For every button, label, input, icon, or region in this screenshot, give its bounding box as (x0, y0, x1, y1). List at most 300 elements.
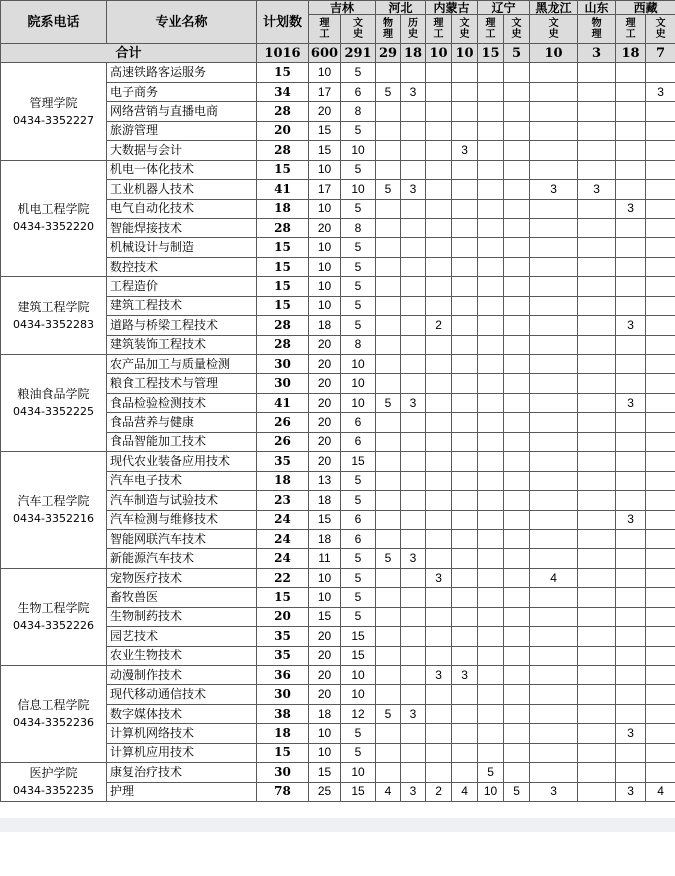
quota-cell: 20 (309, 102, 341, 121)
major-name: 食品检验检测技术 (107, 393, 257, 412)
quota-cell (376, 277, 401, 296)
college-name: 医护学院 (29, 766, 78, 781)
quota-cell (401, 627, 426, 646)
major-name: 机电一体化技术 (107, 160, 257, 179)
quota-cell: 20 (309, 432, 341, 451)
quota-cell (616, 277, 646, 296)
quota-cell (478, 199, 504, 218)
quota-cell (578, 121, 616, 140)
quota-cell (578, 199, 616, 218)
major-name: 农产品加工与质量检测 (107, 355, 257, 374)
quota-cell (504, 121, 530, 140)
quota-cell (478, 724, 504, 743)
quota-cell (530, 316, 578, 335)
quota-cell (478, 296, 504, 315)
quota-cell (616, 102, 646, 121)
quota-cell (530, 491, 578, 510)
quota-cell (578, 82, 616, 101)
quota-cell (452, 588, 478, 607)
major-name: 园艺技术 (107, 627, 257, 646)
quota-cell: 15 (341, 646, 376, 665)
quota-cell: 5 (341, 316, 376, 335)
quota-cell (530, 413, 578, 432)
quota-cell: 15 (341, 782, 376, 801)
quota-cell: 10 (341, 355, 376, 374)
header-subject-char: 文 (655, 18, 666, 29)
plan-count: 15 (257, 257, 309, 276)
quota-cell (530, 724, 578, 743)
major-name: 网络营销与直播电商 (107, 102, 257, 121)
plan-count: 34 (257, 82, 309, 101)
quota-cell (578, 218, 616, 237)
quota-cell (478, 257, 504, 276)
quota-cell (478, 549, 504, 568)
quota-cell (426, 238, 452, 257)
quota-cell (504, 180, 530, 199)
quota-cell (578, 549, 616, 568)
quota-cell (578, 316, 616, 335)
quota-cell (646, 238, 675, 257)
quota-cell: 5 (341, 471, 376, 490)
quota-cell (578, 782, 616, 801)
quota-cell (530, 452, 578, 471)
quota-cell (478, 141, 504, 160)
quota-cell (646, 393, 675, 412)
total-value: 5 (504, 44, 530, 63)
quota-cell (616, 238, 646, 257)
major-name: 大数据与会计 (107, 141, 257, 160)
quota-cell (504, 763, 530, 782)
quota-cell: 10 (309, 199, 341, 218)
plan-count: 78 (257, 782, 309, 801)
major-name: 宠物医疗技术 (107, 568, 257, 587)
quota-cell (452, 471, 478, 490)
total-label: 合计 (1, 44, 257, 63)
quota-cell (504, 432, 530, 451)
quota-cell: 3 (616, 724, 646, 743)
quota-cell: 10 (341, 666, 376, 685)
quota-cell (578, 257, 616, 276)
quota-cell (646, 141, 675, 160)
quota-cell: 20 (309, 452, 341, 471)
header-province: 山东 (578, 1, 616, 15)
quota-cell: 3 (530, 180, 578, 199)
major-name: 计算机网络技术 (107, 724, 257, 743)
quota-cell (646, 646, 675, 665)
quota-cell (452, 335, 478, 354)
quota-cell (478, 646, 504, 665)
quota-cell (616, 704, 646, 723)
quota-cell (426, 218, 452, 237)
quota-cell (478, 666, 504, 685)
quota-cell (376, 238, 401, 257)
quota-cell: 6 (341, 82, 376, 101)
quota-cell (478, 63, 504, 82)
quota-cell (616, 471, 646, 490)
quota-cell (578, 491, 616, 510)
quota-cell (452, 316, 478, 335)
header-subject-char: 史 (353, 29, 363, 40)
quota-cell: 5 (341, 568, 376, 587)
quota-cell (452, 491, 478, 510)
quota-cell (530, 355, 578, 374)
quota-cell: 3 (616, 393, 646, 412)
quota-cell: 20 (309, 335, 341, 354)
quota-cell (646, 355, 675, 374)
quota-cell (376, 666, 401, 685)
quota-cell (452, 277, 478, 296)
header-row-provinces (1, 1, 675, 15)
quota-cell: 10 (341, 141, 376, 160)
quota-cell (616, 296, 646, 315)
quota-cell (376, 257, 401, 276)
quota-cell (401, 218, 426, 237)
plan-count: 18 (257, 199, 309, 218)
quota-cell: 6 (341, 432, 376, 451)
quota-cell (452, 529, 478, 548)
quota-cell (376, 724, 401, 743)
quota-cell (478, 413, 504, 432)
quota-cell (478, 218, 504, 237)
plan-count: 35 (257, 452, 309, 471)
quota-cell (401, 277, 426, 296)
quota-cell: 5 (341, 160, 376, 179)
quota-cell (530, 277, 578, 296)
quota-cell (578, 471, 616, 490)
total-value: 18 (616, 44, 646, 63)
quota-cell (578, 277, 616, 296)
quota-cell (616, 355, 646, 374)
quota-cell (530, 82, 578, 101)
quota-cell: 15 (309, 510, 341, 529)
quota-cell (426, 199, 452, 218)
plan-count: 24 (257, 549, 309, 568)
quota-cell (646, 277, 675, 296)
quota-cell (646, 102, 675, 121)
quota-cell (578, 666, 616, 685)
quota-cell (530, 393, 578, 412)
quota-cell (646, 510, 675, 529)
college-phone: 0434-3352227 (13, 113, 94, 127)
quota-cell (452, 646, 478, 665)
quota-cell: 10 (341, 180, 376, 199)
quota-cell (530, 141, 578, 160)
plan-count: 15 (257, 743, 309, 762)
quota-cell (530, 510, 578, 529)
total-value: 10 (530, 44, 578, 63)
quota-cell: 4 (530, 568, 578, 587)
header-subject-char: 史 (655, 29, 666, 40)
quota-cell: 15 (309, 141, 341, 160)
plan-count: 30 (257, 374, 309, 393)
quota-cell: 5 (341, 549, 376, 568)
quota-cell (452, 413, 478, 432)
quota-cell: 20 (309, 666, 341, 685)
quota-cell (646, 704, 675, 723)
quota-cell: 20 (309, 218, 341, 237)
header-province: 西藏 (616, 1, 675, 15)
quota-cell (478, 743, 504, 762)
quota-cell: 18 (309, 316, 341, 335)
quota-cell: 10 (309, 568, 341, 587)
quota-cell (646, 588, 675, 607)
quota-cell (616, 491, 646, 510)
quota-cell (478, 355, 504, 374)
quota-cell (478, 452, 504, 471)
quota-cell (376, 568, 401, 587)
major-name: 新能源汽车技术 (107, 549, 257, 568)
header-province: 辽宁 (478, 1, 530, 15)
quota-cell: 20 (309, 685, 341, 704)
quota-cell (646, 63, 675, 82)
quota-cell (616, 588, 646, 607)
quota-cell: 15 (309, 763, 341, 782)
quota-cell (616, 160, 646, 179)
plan-count: 26 (257, 432, 309, 451)
quota-cell (616, 413, 646, 432)
quota-cell: 5 (341, 199, 376, 218)
quota-cell (376, 413, 401, 432)
quota-cell (616, 432, 646, 451)
quota-cell: 3 (530, 782, 578, 801)
total-value: 18 (401, 44, 426, 63)
quota-cell (452, 82, 478, 101)
quota-cell (646, 199, 675, 218)
plan-count: 28 (257, 102, 309, 121)
quota-cell: 3 (616, 316, 646, 335)
quota-cell (376, 296, 401, 315)
quota-cell (578, 335, 616, 354)
plan-count: 18 (257, 471, 309, 490)
quota-cell (646, 529, 675, 548)
major-name: 道路与桥梁工程技术 (107, 316, 257, 335)
quota-cell (426, 335, 452, 354)
quota-cell: 10 (309, 588, 341, 607)
quota-cell (646, 121, 675, 140)
quota-cell (426, 588, 452, 607)
plan-count: 41 (257, 393, 309, 412)
quota-cell (426, 491, 452, 510)
college-phone: 0434-3352220 (13, 220, 94, 234)
quota-cell (376, 627, 401, 646)
quota-cell (478, 277, 504, 296)
quota-cell (530, 257, 578, 276)
quota-cell: 25 (309, 782, 341, 801)
quota-cell: 13 (309, 471, 341, 490)
quota-cell (646, 413, 675, 432)
quota-cell (426, 452, 452, 471)
quota-cell: 20 (309, 374, 341, 393)
quota-cell: 2 (426, 316, 452, 335)
quota-cell (530, 588, 578, 607)
quota-cell (452, 218, 478, 237)
quota-cell (401, 568, 426, 587)
major-name: 动漫制作技术 (107, 666, 257, 685)
header-major: 专业名称 (107, 1, 257, 44)
quota-cell (646, 607, 675, 626)
plan-count: 15 (257, 296, 309, 315)
header-subject-char: 史 (511, 29, 522, 40)
quota-cell (504, 549, 530, 568)
quota-cell (504, 588, 530, 607)
major-name: 工程造价 (107, 277, 257, 296)
header-subject (401, 15, 426, 44)
quota-cell (616, 257, 646, 276)
quota-cell (452, 199, 478, 218)
quota-cell: 5 (376, 704, 401, 723)
quota-cell (646, 218, 675, 237)
quota-cell (646, 549, 675, 568)
quota-cell (616, 646, 646, 665)
total-value: 7 (646, 44, 675, 63)
plan-count: 15 (257, 160, 309, 179)
header-subject-char: 理 (591, 29, 602, 40)
quota-cell (646, 374, 675, 393)
quota-cell (646, 335, 675, 354)
plan-count: 22 (257, 568, 309, 587)
major-name: 数字媒体技术 (107, 704, 257, 723)
major-name: 汽车电子技术 (107, 471, 257, 490)
quota-cell (452, 568, 478, 587)
quota-cell: 3 (578, 180, 616, 199)
quota-cell (376, 316, 401, 335)
quota-cell (376, 374, 401, 393)
quota-cell (504, 296, 530, 315)
quota-cell (426, 102, 452, 121)
quota-cell (504, 257, 530, 276)
quota-cell (578, 63, 616, 82)
quota-cell (401, 160, 426, 179)
quota-cell (504, 666, 530, 685)
quota-cell (478, 529, 504, 548)
header-province: 吉林 (309, 1, 376, 15)
plan-count: 28 (257, 316, 309, 335)
major-name: 智能焊接技术 (107, 218, 257, 237)
quota-cell (616, 374, 646, 393)
major-name: 数控技术 (107, 257, 257, 276)
quota-cell: 3 (401, 549, 426, 568)
plan-count: 38 (257, 704, 309, 723)
quota-cell (478, 471, 504, 490)
header-subject-char: 工 (319, 29, 330, 40)
quota-cell (452, 549, 478, 568)
quota-cell (578, 374, 616, 393)
quota-cell (426, 82, 452, 101)
table-body (1, 44, 675, 802)
quota-cell (426, 296, 452, 315)
quota-cell (426, 646, 452, 665)
quota-cell (578, 763, 616, 782)
major-name: 康复治疗技术 (107, 763, 257, 782)
quota-cell (478, 238, 504, 257)
quota-cell: 8 (341, 218, 376, 237)
quota-cell: 3 (401, 393, 426, 412)
quota-cell: 20 (309, 646, 341, 665)
quota-cell (452, 63, 478, 82)
quota-cell: 3 (401, 782, 426, 801)
quota-cell (530, 296, 578, 315)
quota-cell (426, 432, 452, 451)
header-subject-char: 工 (485, 29, 496, 40)
quota-cell (504, 63, 530, 82)
quota-cell (426, 257, 452, 276)
quota-cell (504, 355, 530, 374)
quota-cell (452, 743, 478, 762)
quota-cell (646, 257, 675, 276)
header-subject (426, 15, 452, 44)
college-phone: 0434-3352235 (13, 784, 94, 798)
quota-cell (426, 763, 452, 782)
college-phone: 0434-3352236 (13, 716, 94, 730)
quota-cell (426, 374, 452, 393)
quota-cell (452, 393, 478, 412)
quota-cell (504, 452, 530, 471)
total-value: 1016 (257, 44, 309, 63)
quota-cell (401, 491, 426, 510)
quota-cell (504, 685, 530, 704)
quota-cell: 3 (401, 82, 426, 101)
college-phone: 0434-3352225 (13, 405, 94, 419)
quota-cell (376, 588, 401, 607)
quota-cell (478, 316, 504, 335)
quota-cell (578, 296, 616, 315)
quota-cell (376, 471, 401, 490)
quota-cell (530, 763, 578, 782)
quota-cell: 3 (616, 510, 646, 529)
header-subject-char: 文 (511, 18, 522, 29)
quota-cell (646, 432, 675, 451)
quota-cell: 5 (341, 724, 376, 743)
quota-cell: 20 (309, 393, 341, 412)
quota-cell: 3 (426, 568, 452, 587)
quota-cell (504, 374, 530, 393)
major-name: 汽车检测与维修技术 (107, 510, 257, 529)
major-name: 粮食工程技术与管理 (107, 374, 257, 393)
college-name: 机电工程学院 (17, 202, 90, 217)
plan-count: 41 (257, 180, 309, 199)
quota-cell (530, 704, 578, 723)
quota-cell (646, 452, 675, 471)
quota-cell (530, 238, 578, 257)
total-value: 600 (309, 44, 341, 63)
major-name: 建筑工程技术 (107, 296, 257, 315)
quota-cell (376, 743, 401, 762)
quota-cell (578, 452, 616, 471)
major-name: 计算机应用技术 (107, 743, 257, 762)
quota-cell (616, 529, 646, 548)
quota-cell (530, 102, 578, 121)
quota-cell (478, 568, 504, 587)
quota-cell: 5 (341, 607, 376, 626)
quota-cell (376, 510, 401, 529)
quota-cell (426, 63, 452, 82)
quota-cell (401, 763, 426, 782)
quota-cell (578, 102, 616, 121)
quota-cell (426, 471, 452, 490)
college-cell (1, 160, 107, 277)
quota-cell (426, 121, 452, 140)
quota-cell: 4 (452, 782, 478, 801)
header-subject (616, 15, 646, 44)
quota-cell (426, 529, 452, 548)
plan-count: 18 (257, 724, 309, 743)
quota-cell (578, 724, 616, 743)
quota-cell (478, 510, 504, 529)
quota-cell: 15 (309, 121, 341, 140)
quota-cell (646, 180, 675, 199)
quota-cell (504, 413, 530, 432)
quota-cell (376, 102, 401, 121)
